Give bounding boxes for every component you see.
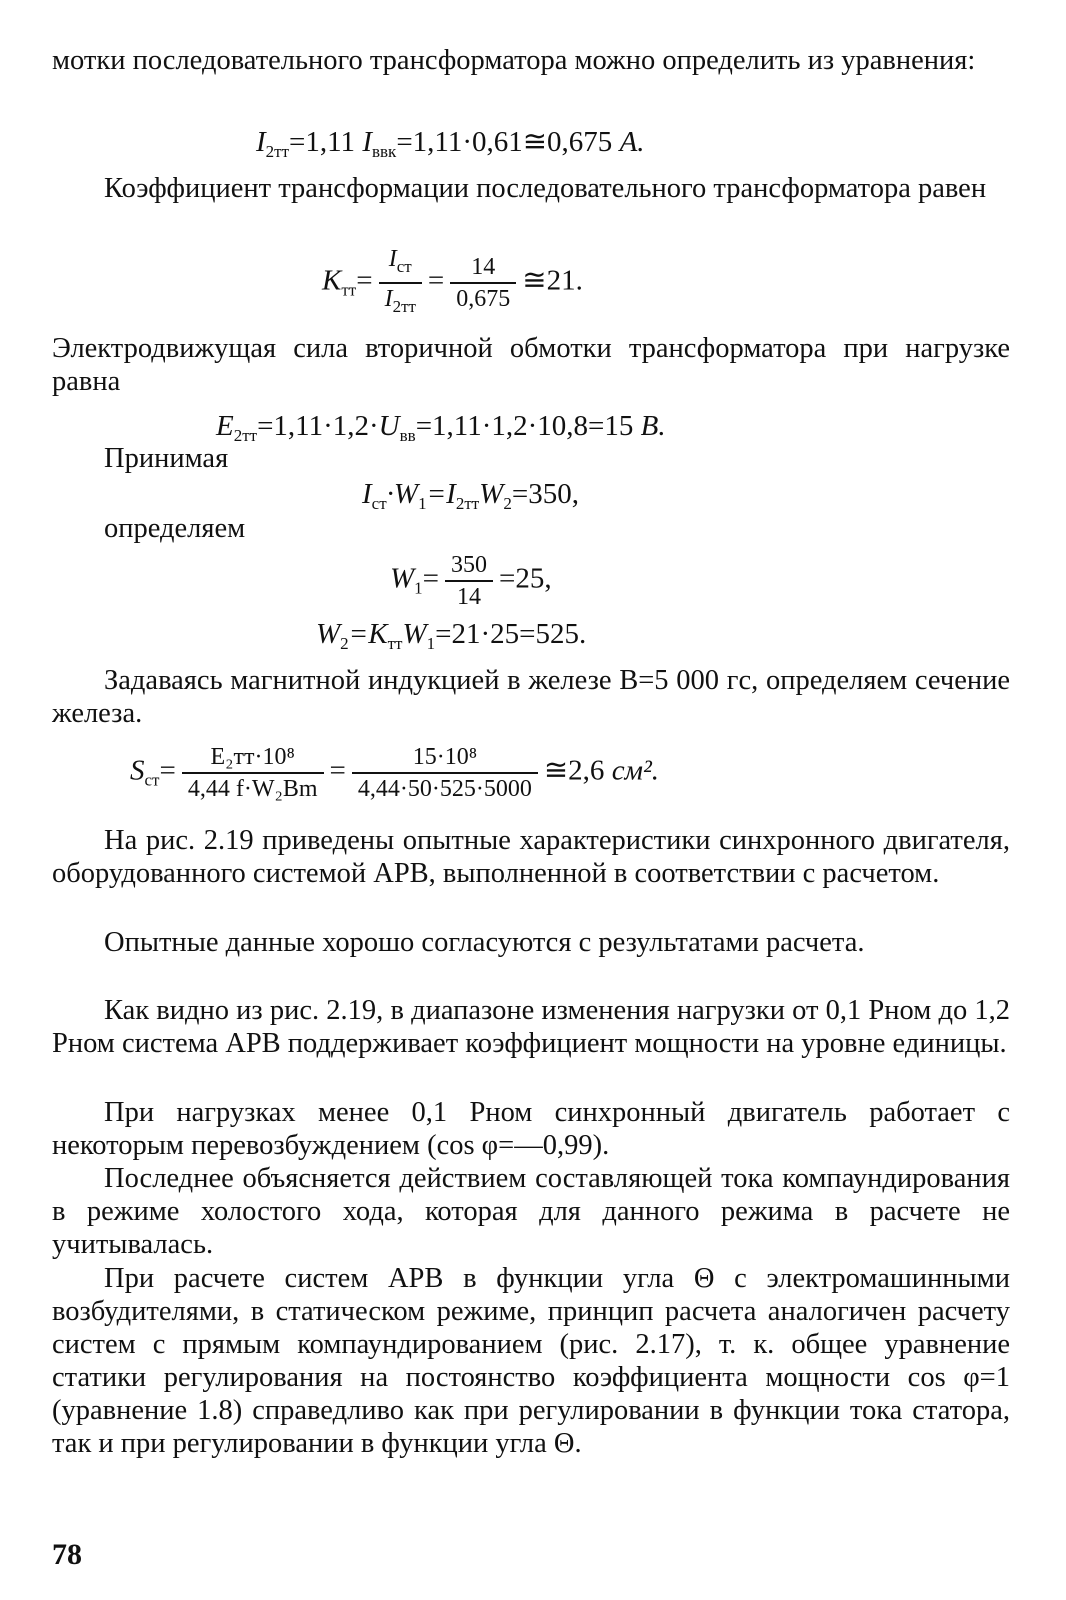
- equation-w2: $W_2=K_{тт}W_1=21\cdot 25=525$.: [316, 618, 587, 653]
- fraction: $\frac{\text{E₂тт·10⁸}}{\text{4,44 f·W₂Bm}}$: [182, 744, 324, 802]
- paragraph: Последнее объясняется действием составляющей тока компаундирования в режиме холостого хода, которая для данного режима в расчете не учитывалась.: [52, 1163, 1010, 1260]
- paragraph: Принимая: [104, 443, 229, 474]
- paragraph: При расчете систем АРВ в функции угла Θ с электромашинными возбудителями, в статическом режиме, принцип расчета аналогичен расчету систем с прямым компаундированием (рис. 2.17), т. к. общее уравнение статики регулирования на постоянство коэффициента мощности cos φ=1 (уравнение 1.8) справедливо как при регулировании в функции тока статора, так и при регулировании в функции угла Θ.: [52, 1263, 1010, 1459]
- paragraph: При нагрузках менее 0,1 Pном синхронный двигатель работает с некоторым перевозбуждением (cos φ=—0,99).: [52, 1097, 1010, 1161]
- paragraph: мотки последовательного трансформатора можно определить из уравнения:: [52, 45, 976, 76]
- paragraph: Задаваясь магнитной индукцией в железе B=5 000 гс, определяем сечение железа.: [52, 665, 1010, 729]
- equation-current-secondary: $I_{2тт}=1,11$ $I_{ввк}=1,11\cdot 0,61≅0,675$ A.: [256, 126, 645, 161]
- equation-core-section: $S_{ст}=$ $\frac{\text{E₂тт·10⁸}}{\text{4,44 f·W₂Bm}}$ = $\frac{\text{15·10⁸}}{4,44\cdot 50\cdot 525\cdot 5000}$ ≅2,6 см².: [130, 744, 660, 802]
- fraction: $\frac{I_{ст}}{I_{2тт}}$: [379, 246, 422, 320]
- equation-ampere-turns: $I_{ст}\cdot W_1=I_{2тт}W_2=350$,: [362, 478, 579, 513]
- fraction: $\frac{14}{0,675}$: [450, 254, 516, 312]
- paragraph: определяем: [104, 513, 246, 544]
- equation-w1: $W_1=$ $\frac{350}{14}$ =25,: [390, 552, 552, 610]
- paragraph: Как видно из рис. 2.19, в диапазоне изменения нагрузки от 0,1 Pном до 1,2 Pном система АРВ поддерживает коэффициент мощности на уровне единицы.: [52, 995, 1010, 1059]
- paragraph: Электродвижущая сила вторичной обмотки трансформатора при нагрузке равна: [52, 333, 1010, 397]
- fraction: $\frac{\text{15·10⁸}}{4,44\cdot 50\cdot 525\cdot 5000}$: [352, 744, 538, 802]
- paragraph: Опытные данные хорошо согласуются с результатами расчета.: [104, 927, 865, 958]
- fraction: $\frac{350}{14}$: [445, 552, 493, 610]
- paragraph: Коэффициент трансформации последовательного трансформатора равен: [104, 173, 987, 204]
- paragraph: На рис. 2.19 приведены опытные характеристики синхронного двигателя, оборудованного системой АРВ, выполненной в соответствии с расчетом.: [52, 825, 1010, 889]
- equation-transformation-ratio: $K_{тт}=$ $\frac{I_{ст}}{I_{2тт}}$ = $\frac{14}{0,675}$ ≅21.: [322, 246, 583, 320]
- equation-emf: $E_{2тт}=1,11\cdot 1,2\cdot U_{вв}=1,11\cdot 1,2\cdot 10,8=15$ В.: [216, 410, 666, 445]
- page-number: 78: [52, 1538, 82, 1571]
